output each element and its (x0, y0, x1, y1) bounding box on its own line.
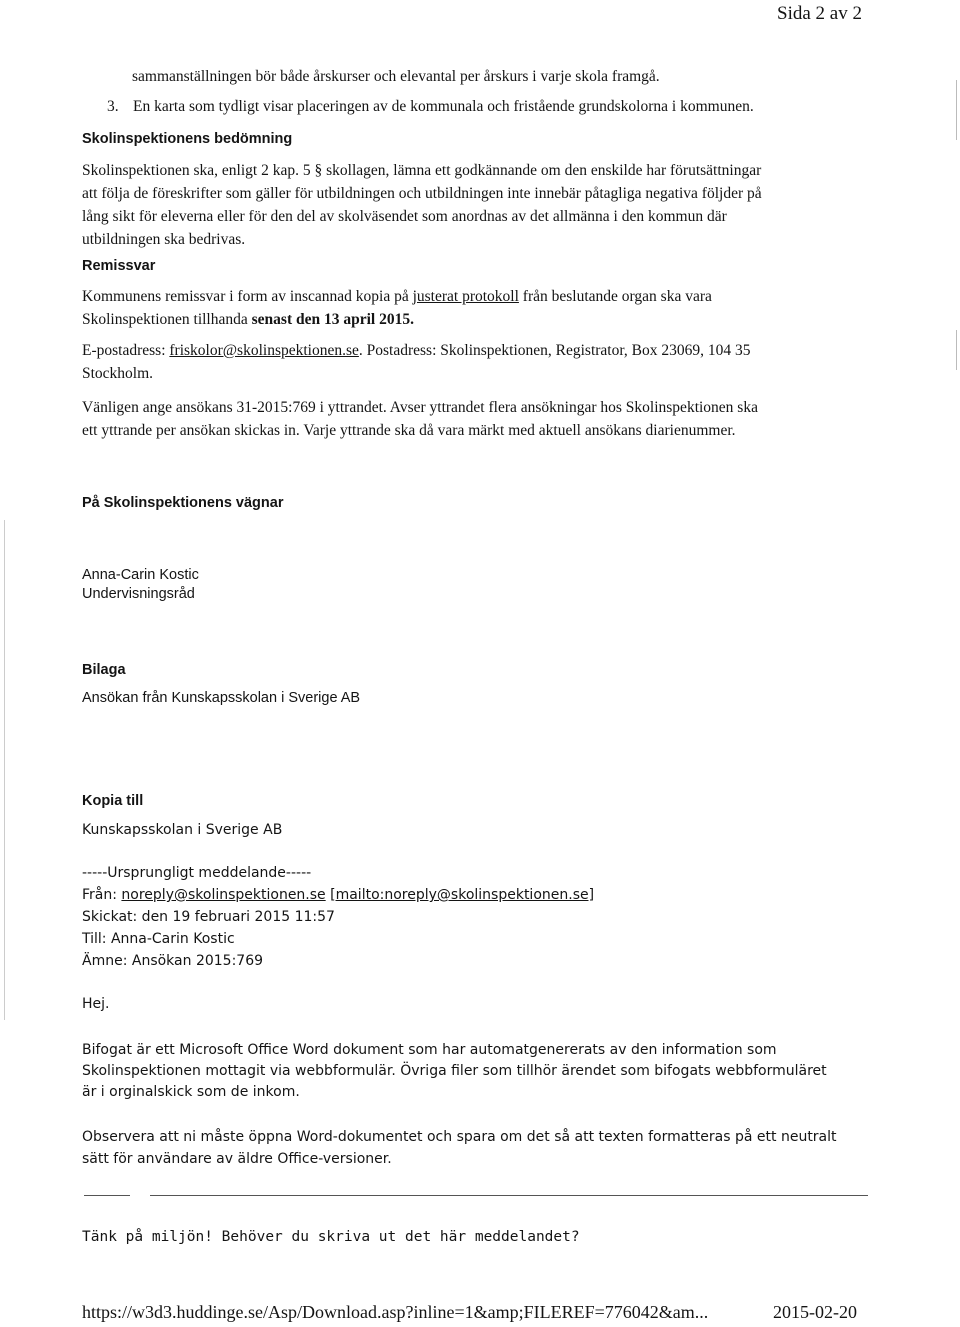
environment-note: Tänk på miljön! Behöver du skriva ut det här meddelandet? (82, 1229, 580, 1245)
remissvar-paragraph-line-2 (82, 311, 414, 329)
remissvar-text: Skolinspektionen tillhanda (82, 311, 252, 328)
list-item-3-number: 3. (107, 98, 119, 115)
attachment-heading: Bilaga (82, 662, 126, 678)
email-body-paragraph-2 (82, 1126, 837, 1170)
assessment-line: att följa de föreskrifter som gäller för utbildningen och utbildningen inte innebär påtagliga negativa följder på (82, 185, 762, 202)
print-date: 2015-02-20 (773, 1302, 857, 1322)
email-body-line: är i orginalskick som de inkom. (82, 1084, 300, 1100)
remissvar-heading: Remissvar (82, 258, 156, 274)
email-subject: Ämne: Ansökan 2015:769 (82, 953, 264, 969)
protocol-link[interactable]: justerat protokoll (412, 288, 519, 305)
scan-edge-mark (4, 520, 5, 1020)
page-number: Sida 2 av 2 (777, 3, 862, 24)
footer-rule-short (84, 1195, 130, 1196)
print-url: https://w3d3.huddinge.se/Asp/Download.asp?inline=1&amp;FILEREF=776042&am... (82, 1302, 709, 1322)
email-body-paragraph-1 (82, 1040, 827, 1103)
assessment-line: lång sikt för eleverna eller för den del av skolväsendet som anordnas av det allmänna i den kommun där (82, 208, 727, 225)
email-sent: Skickat: den 19 februari 2015 11:57 (82, 909, 335, 925)
signatory-name: Anna-Carin Kostic (82, 567, 199, 583)
email-greeting: Hej. (82, 996, 110, 1012)
assessment-paragraph (82, 159, 762, 251)
email-to: Till: Anna-Carin Kostic (82, 931, 235, 947)
assessment-line: Skolinspektionen ska, enligt 2 kap. 5 § skollagen, lämna ett godkännande om den enskilde har förutsättningar (82, 162, 762, 179)
scan-edge-mark (956, 80, 957, 140)
instructions-paragraph (82, 396, 758, 442)
postal-address: . Postadress: Skolinspektionen, Registrator, Box 23069, 104 35 (358, 342, 751, 359)
signatory-title: Undervisningsråd (82, 586, 195, 602)
deadline: senast den 13 april 2015. (251, 311, 414, 328)
instructions-line: Vänligen ange ansökans 31-2015:769 i yttrandet. Avser yttrandet flera ansökningar hos Skolinspektionen ska (82, 399, 758, 416)
remissvar-text: från beslutande organ ska vara (518, 288, 712, 305)
email-label: E-postadress: (82, 342, 170, 359)
from-address-link[interactable]: noreply@skolinspektionen.se (121, 887, 326, 903)
email-body-line: Skolinspektionen mottagit via webbformulär. Övriga filer som tillhör ärendet som bifogats webbformuläret (82, 1063, 827, 1079)
remissvar-paragraph-line-1 (82, 288, 712, 306)
list-item-3-text: En karta som tydligt visar placeringen av de kommunala och fristående grundskolorna i kommunen. (133, 98, 754, 115)
from-label: Från: (82, 887, 122, 903)
scan-edge-mark (956, 330, 957, 370)
email-body-line: sätt för användare av äldre Office-versioner. (82, 1151, 392, 1167)
mailto-link[interactable]: [mailto:noreply@skolinspektionen.se] (330, 887, 595, 903)
email-from (82, 887, 594, 903)
original-message-separator: -----Ursprungligt meddelande----- (82, 865, 312, 881)
contact-line (82, 342, 751, 360)
assessment-heading: Skolinspektionens bedömning (82, 131, 293, 147)
instructions-line: ett yttrande per ansökan skickas in. Varje yttrande ska då vara märkt med aktuell ansökans diarienummer. (82, 422, 736, 439)
attachment-text: Ansökan från Kunskapsskolan i Sverige AB (82, 690, 361, 706)
remissvar-text: Kommunens remissvar i form av inscannad kopia på (82, 288, 413, 305)
email-link[interactable]: friskolor@skolinspektionen.se (169, 342, 359, 359)
signature-heading: På Skolinspektionens vägnar (82, 495, 284, 511)
email-body-line: Bifogat är ett Microsoft Office Word dokument som har automatgenererats av den information som (82, 1042, 777, 1058)
assessment-line: utbildningen ska bedrivas. (82, 231, 246, 248)
email-body-line: Observera att ni måste öppna Word-dokumentet och spara om det så att texten formatteras på ett neutralt (82, 1129, 837, 1145)
postal-city: Stockholm. (82, 365, 154, 382)
copy-heading: Kopia till (82, 793, 144, 809)
footer-rule (150, 1195, 868, 1196)
copy-recipient: Kunskapsskolan i Sverige AB (82, 822, 283, 838)
intro-line: sammanställningen bör både årskurser och elevantal per årskurs i varje skola framgå. (132, 68, 660, 85)
